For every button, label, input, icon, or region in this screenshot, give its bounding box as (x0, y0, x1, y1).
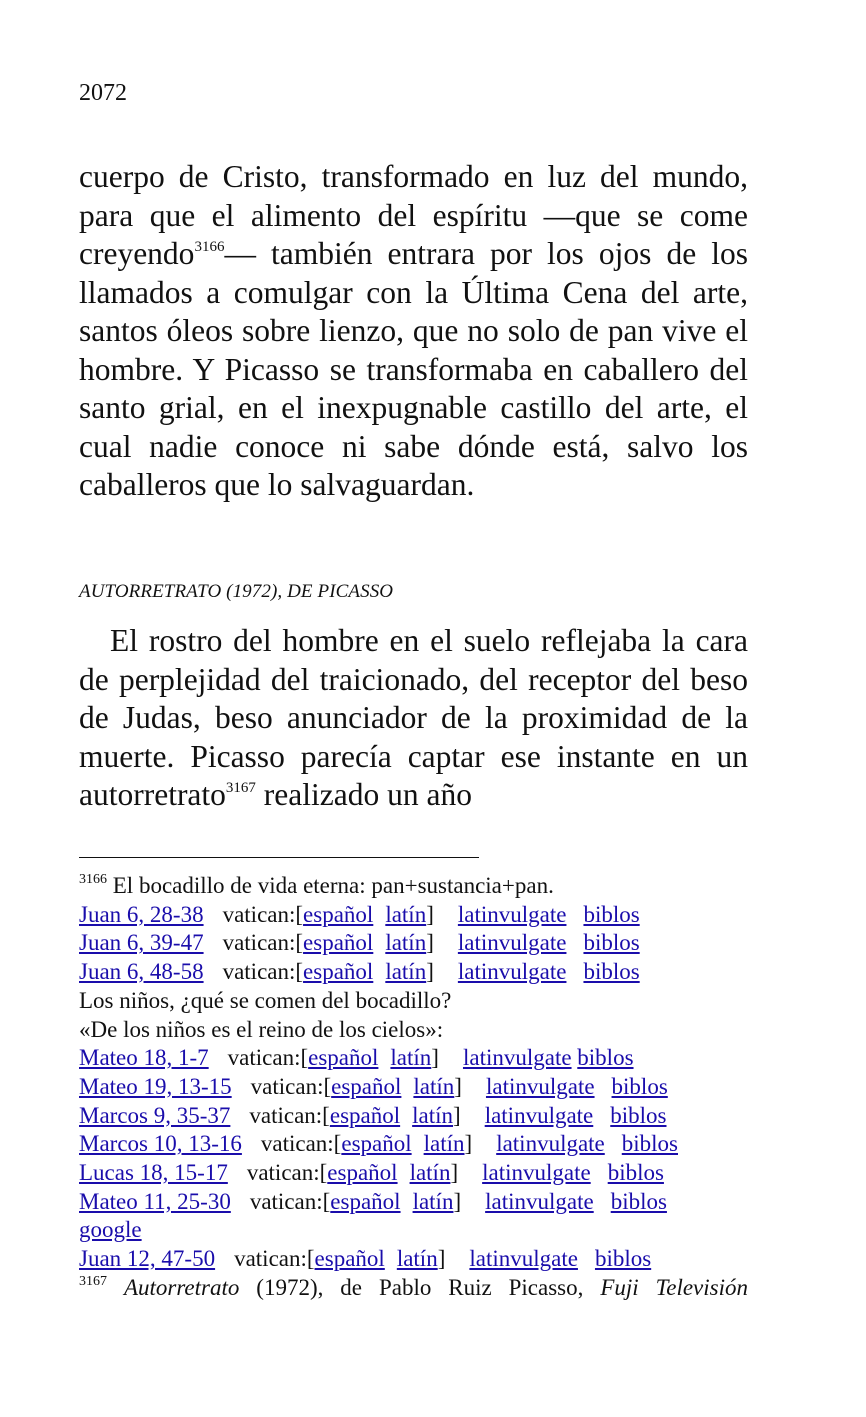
footnote-reference-3167: 3167 (225, 780, 256, 796)
biblos-link[interactable]: biblos (583, 901, 640, 927)
bible-reference-line (79, 929, 759, 958)
latinvulgate-link[interactable]: latinvulgate (485, 1188, 594, 1214)
vatican-label: vatican:[ (250, 1073, 332, 1099)
bible-reference-link[interactable]: Mateo 11, 25-30 (79, 1188, 231, 1214)
vatican-label: vatican:[ (249, 1188, 331, 1214)
latinvulgate-link[interactable]: latinvulgate (457, 901, 567, 927)
vatican-label: vatican:[ (249, 1102, 330, 1128)
espanol-link[interactable]: español (329, 1102, 401, 1128)
bracket-close: ] (450, 1160, 459, 1186)
latinvulgate-link[interactable]: latinvulgate (457, 930, 567, 956)
google-line (79, 1216, 759, 1245)
bracket-close: ] (426, 959, 434, 985)
vatican-label: vatican:[ (227, 1045, 309, 1071)
bracket-close: ] (464, 1131, 473, 1157)
footnote-text: (1972), de Pablo Ruiz Picasso, (239, 1274, 601, 1300)
bible-reference-link[interactable]: Juan 6, 39-47 (79, 930, 204, 956)
vatican-label: vatican:[ (222, 959, 304, 985)
latinvulgate-link[interactable]: latinvulgate (482, 1160, 591, 1186)
latin-link[interactable]: latín (412, 1102, 454, 1128)
section-heading: AUTORRETRATO (1972), DE PICASSO (79, 581, 394, 602)
bracket-close: ] (454, 1073, 462, 1099)
footnote-3167-line (79, 1274, 748, 1303)
bracket-close: ] (453, 1102, 461, 1128)
footnote-mark: 3167 (79, 1273, 107, 1289)
latin-link[interactable]: latín (423, 1131, 465, 1157)
latinvulgate-link[interactable]: latinvulgate (469, 1246, 578, 1272)
latin-link[interactable]: latín (396, 1246, 438, 1272)
espanol-link[interactable]: español (303, 901, 374, 927)
vatican-label: vatican:[ (234, 1246, 315, 1272)
footnote-3166-first-line (79, 872, 759, 901)
bible-reference-line (79, 1188, 759, 1217)
bible-reference-line (79, 958, 759, 987)
bible-reference-line (79, 1102, 759, 1131)
biblos-link[interactable]: biblos (594, 1246, 652, 1272)
footnote-text-line: Los niños, ¿qué se comen del bocadillo? (79, 987, 452, 1013)
bracket-close: ] (426, 930, 434, 956)
bible-reference-line (79, 1044, 759, 1073)
latin-link[interactable]: latín (385, 901, 427, 927)
footnote-text-line: «De los niños es el reino de los cielos»: (79, 1016, 444, 1042)
bible-reference-link[interactable]: Marcos 9, 35-37 (79, 1102, 231, 1128)
espanol-link[interactable]: español (303, 959, 374, 985)
latin-link[interactable]: latín (390, 1045, 432, 1071)
paragraph-text: — también entrara por los ojos de los llamados a comulgar con la Última Cena del arte, santos óleos sobre lienzo, que no solo de pan vive el hombre. Y Picasso se transformaba en caballero del santo grial, en el inexpugnable castillo del arte, el cual nadie conoce ni sabe dónde está, salvo los caballeros que lo salvaguardan. (79, 236, 748, 502)
biblos-link[interactable]: biblos (577, 1045, 634, 1071)
google-link[interactable]: google (79, 1217, 142, 1243)
bracket-close: ] (431, 1045, 439, 1071)
paragraph-text: cuerpo de Cristo, transformado en luz del mundo, para que el alimento del espíritu —que se come creyendo (79, 159, 748, 271)
paragraph-text: El rostro del hombre en el suelo reflejaba la cara de perplejidad del traicionado, del receptor del beso de Judas, beso anunciador de la proximidad de la muerte. Picasso parecía captar ese instante en un autorretrato (79, 623, 748, 812)
latinvulgate-link[interactable]: latinvulgate (457, 959, 567, 985)
body-paragraph-1 (79, 158, 748, 505)
espanol-link[interactable]: español (303, 930, 374, 956)
latinvulgate-link[interactable]: latinvulgate (484, 1102, 594, 1128)
latin-link[interactable]: latín (385, 959, 427, 985)
bible-reference-link[interactable]: Lucas 18, 15-17 (79, 1160, 228, 1186)
bible-reference-line (79, 1130, 759, 1159)
latin-link[interactable]: latín (385, 930, 427, 956)
latinvulgate-link[interactable]: latinvulgate (485, 1073, 595, 1099)
latinvulgate-link[interactable]: latinvulgate (462, 1045, 572, 1071)
bracket-close: ] (453, 1188, 462, 1214)
biblos-link[interactable]: biblos (621, 1131, 678, 1157)
biblos-link[interactable]: biblos (610, 1188, 667, 1214)
espanol-link[interactable]: español (330, 1188, 401, 1214)
bracket-close: ] (426, 901, 434, 927)
latin-link[interactable]: latín (409, 1160, 451, 1186)
footnote-mark: 3166 (79, 872, 107, 887)
biblos-link[interactable]: biblos (583, 959, 640, 985)
bible-reference-link[interactable]: Mateo 19, 13-15 (79, 1073, 232, 1099)
espanol-link[interactable]: español (341, 1131, 412, 1157)
bible-reference-line (79, 1159, 759, 1188)
espanol-link[interactable]: español (331, 1073, 402, 1099)
bible-reference-link[interactable]: Juan 12, 47-50 (79, 1246, 216, 1272)
body-paragraph-2 (79, 622, 748, 815)
bible-reference-line (79, 1073, 759, 1102)
biblos-link[interactable]: biblos (610, 1102, 667, 1128)
bible-reference-link[interactable]: Mateo 18, 1-7 (79, 1045, 209, 1071)
vatican-label: vatican:[ (260, 1131, 342, 1157)
bible-reference-line (79, 901, 759, 930)
paragraph-text: realizado un año (255, 777, 472, 812)
latinvulgate-link[interactable]: latinvulgate (496, 1131, 605, 1157)
biblos-link[interactable]: biblos (607, 1160, 664, 1186)
page-number: 2072 (79, 80, 127, 106)
artwork-title: Autorretrato (123, 1274, 240, 1300)
footnote-reference-3166: 3166 (194, 239, 225, 255)
source-name: Fuji Televisión (600, 1274, 748, 1300)
footnote-text: El bocadillo de vida eterna: pan+sustancia+pan. (107, 873, 554, 898)
biblos-link[interactable]: biblos (583, 930, 640, 956)
espanol-link[interactable]: español (327, 1160, 398, 1186)
bracket-close: ] (437, 1246, 446, 1272)
vatican-label: vatican:[ (222, 901, 304, 927)
bible-reference-line (79, 1245, 759, 1274)
latin-link[interactable]: latín (413, 1073, 455, 1099)
vatican-label: vatican:[ (222, 930, 304, 956)
bible-reference-link[interactable]: Juan 6, 48-58 (79, 959, 204, 985)
bible-reference-link[interactable]: Marcos 10, 13-16 (79, 1131, 242, 1157)
latin-link[interactable]: latín (412, 1188, 454, 1214)
footnotes-area (79, 872, 759, 1303)
footnote-separator (79, 857, 479, 858)
vatican-label: vatican:[ (246, 1160, 328, 1186)
biblos-link[interactable]: biblos (611, 1073, 668, 1099)
espanol-link[interactable]: español (314, 1246, 385, 1272)
espanol-link[interactable]: español (308, 1045, 379, 1071)
bible-reference-link[interactable]: Juan 6, 28-38 (79, 901, 204, 927)
